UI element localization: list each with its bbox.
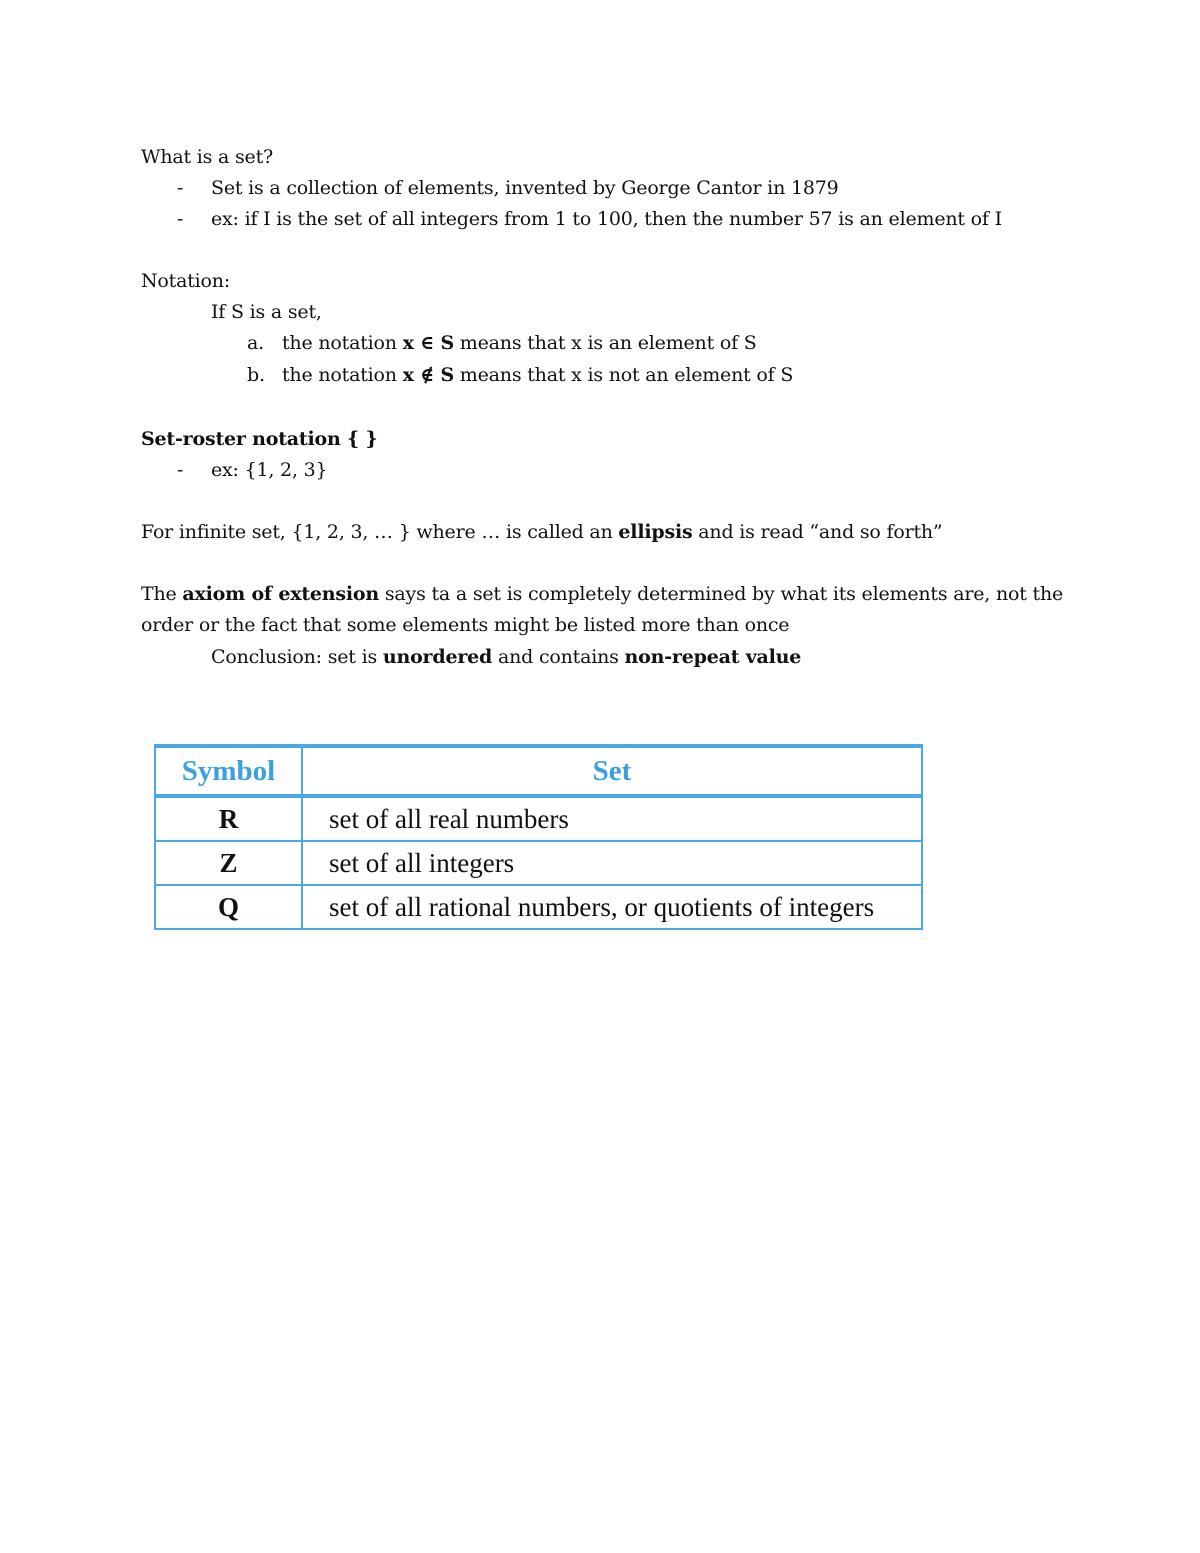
bullet-marker: - — [177, 459, 184, 481]
list-marker-a: a. — [247, 332, 264, 354]
bullet-marker: - — [177, 177, 184, 199]
notation-item-not-element-of — [282, 363, 793, 387]
infinite-text: For infinite set, {1, 2, 3, … } where … is called an — [141, 521, 619, 543]
symbol-cell: Z — [155, 841, 302, 885]
bullet-marker: - — [177, 208, 184, 230]
conclusion-line — [211, 645, 801, 669]
term-non-repeat-value: non-repeat value — [624, 646, 802, 668]
term-unordered: unordered — [382, 646, 493, 668]
axiom-text: says ta a set is completely determined by what its elements are, not the — [379, 583, 1064, 605]
table-row — [155, 841, 922, 885]
conclusion-text: and contains — [492, 646, 625, 668]
table-row — [155, 885, 922, 929]
infinite-text: and is read “and so forth” — [692, 521, 943, 543]
axiom-text: The — [141, 583, 183, 605]
notation-symbol-in: x ∈ S — [402, 332, 454, 354]
heading-set-roster: Set-roster notation { } — [141, 428, 378, 450]
bullet-definition: Set is a collection of elements, invented by George Cantor in 1879 — [211, 177, 839, 199]
roster-example: ex: {1, 2, 3} — [211, 459, 328, 481]
heading-notation: Notation: — [141, 270, 231, 292]
axiom-paragraph-line2: order or the fact that some elements might be listed more than once — [141, 614, 790, 636]
bullet-example: ex: if I is the set of all integers from 1 to 100, then the number 57 is an element of I — [211, 208, 1002, 230]
set-description-cell: set of all rational numbers, or quotients of integers — [302, 885, 922, 929]
heading-what-is-a-set: What is a set? — [141, 146, 274, 168]
symbol-cell: R — [155, 796, 302, 841]
infinite-set-paragraph — [141, 520, 942, 544]
set-description-cell: set of all real numbers — [302, 796, 922, 841]
axiom-paragraph-line1 — [141, 582, 1063, 606]
table-header-row — [155, 746, 922, 796]
notation-item-element-of — [282, 331, 757, 355]
symbol-cell: Q — [155, 885, 302, 929]
notation-text: the notation — [282, 332, 403, 354]
notation-text: the notation — [282, 364, 403, 386]
notation-intro: If S is a set, — [211, 301, 322, 323]
set-description-cell: set of all integers — [302, 841, 922, 885]
header-symbol: Symbol — [155, 746, 302, 796]
table-row — [155, 796, 922, 841]
symbol-set-table — [154, 744, 923, 930]
header-set: Set — [302, 746, 922, 796]
notation-symbol-not-in: x ∉ S — [402, 364, 454, 386]
term-ellipsis: ellipsis — [618, 521, 693, 543]
list-marker-b: b. — [247, 364, 265, 386]
conclusion-text: Conclusion: set is — [211, 646, 383, 668]
notation-text: means that x is not an element of S — [453, 364, 794, 386]
notation-text: means that x is an element of S — [453, 332, 757, 354]
term-axiom-of-extension: axiom of extension — [182, 583, 380, 605]
